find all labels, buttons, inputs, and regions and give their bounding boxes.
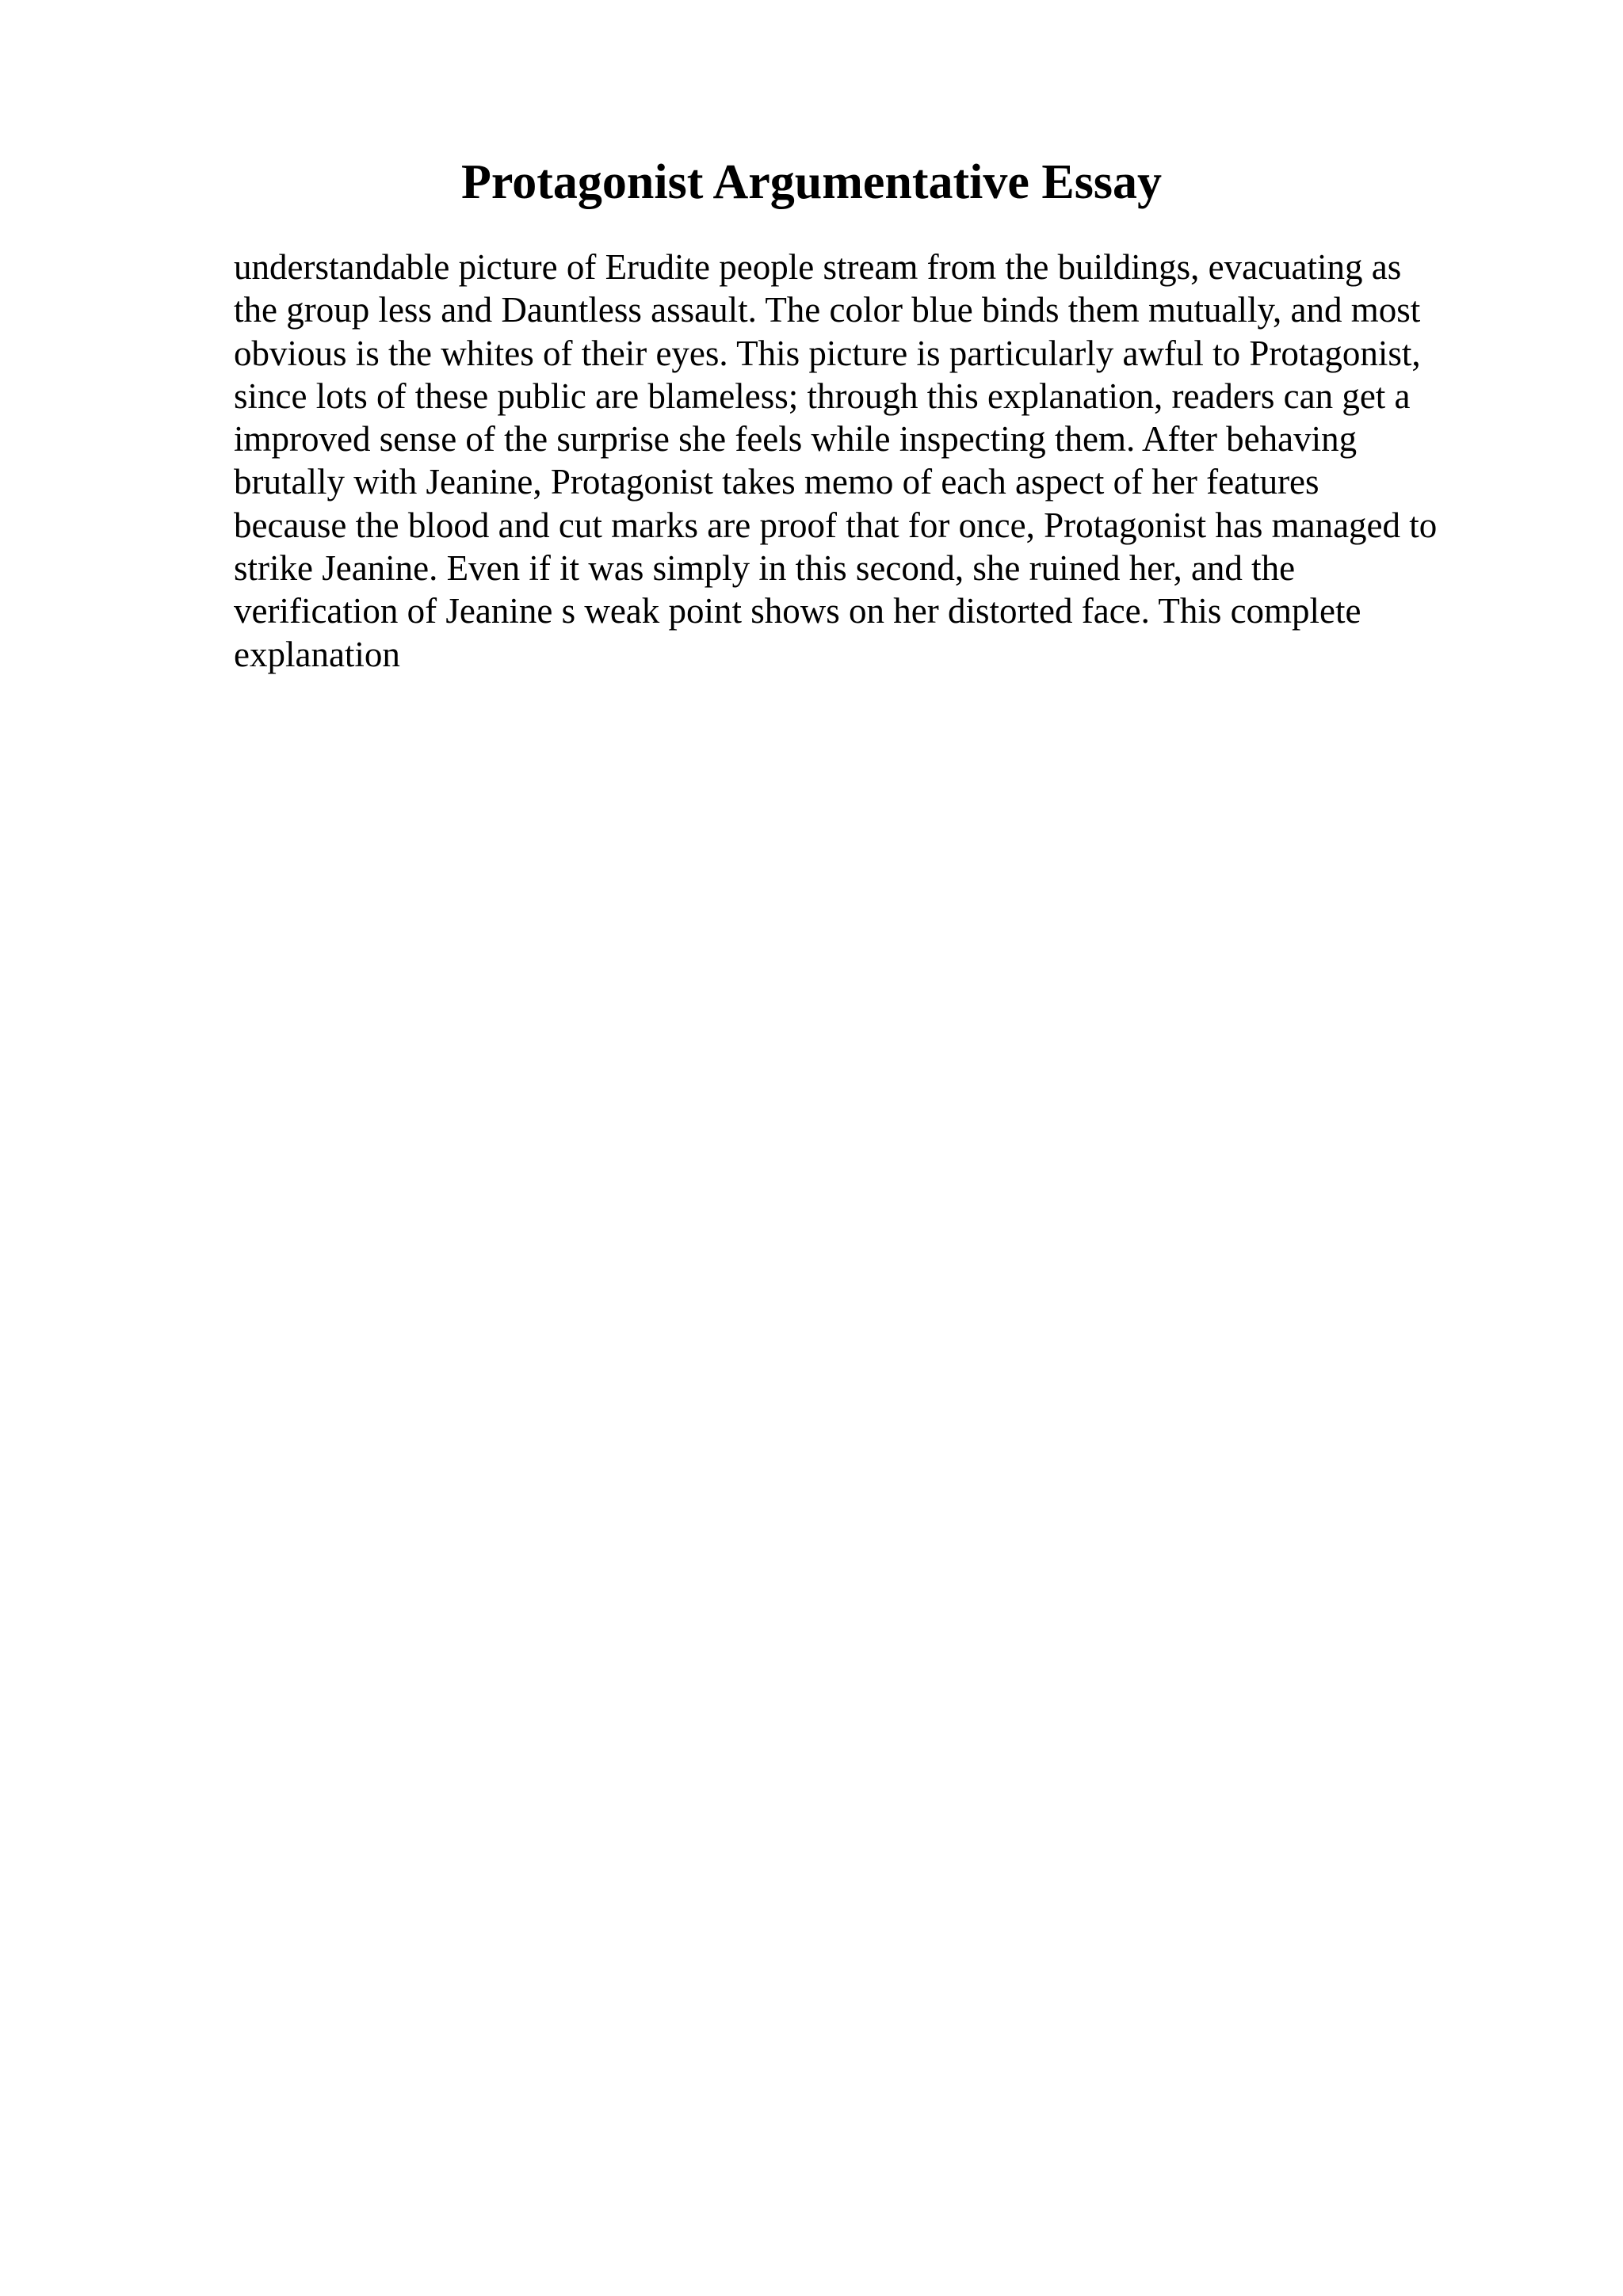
body-line-5: improved sense of the surprise she feels while inspecting them. After behaving	[234, 419, 1358, 460]
body-line-6: brutally with Jeanine, Protagonist takes memo of each aspect of her features	[234, 462, 1319, 502]
body-line-3: obvious is the whites of their eyes. This picture is particularly awful to Protagonist,	[234, 333, 1421, 373]
body-line-2: the group less and Dauntless assault. The color blue binds them mutually, and most	[234, 290, 1421, 330]
body-line-9: verification of Jeanine s weak point shows on her distorted face. This complete	[234, 591, 1361, 631]
essay-body	[234, 246, 1597, 676]
body-line-8: strike Jeanine. Even if it was simply in this second, she ruined her, and the	[234, 548, 1296, 589]
body-line-1: understandable picture of Erudite people stream from the buildings, evacuating as	[234, 247, 1402, 287]
body-line-7: because the blood and cut marks are proof that for once, Protagonist has managed to	[234, 505, 1438, 545]
body-line-10: explanation	[234, 634, 400, 674]
document-title: Protagonist Argumentative Essay	[460, 155, 1163, 209]
body-line-4: since lots of these public are blameless; through this explanation, readers can get a	[234, 376, 1411, 416]
